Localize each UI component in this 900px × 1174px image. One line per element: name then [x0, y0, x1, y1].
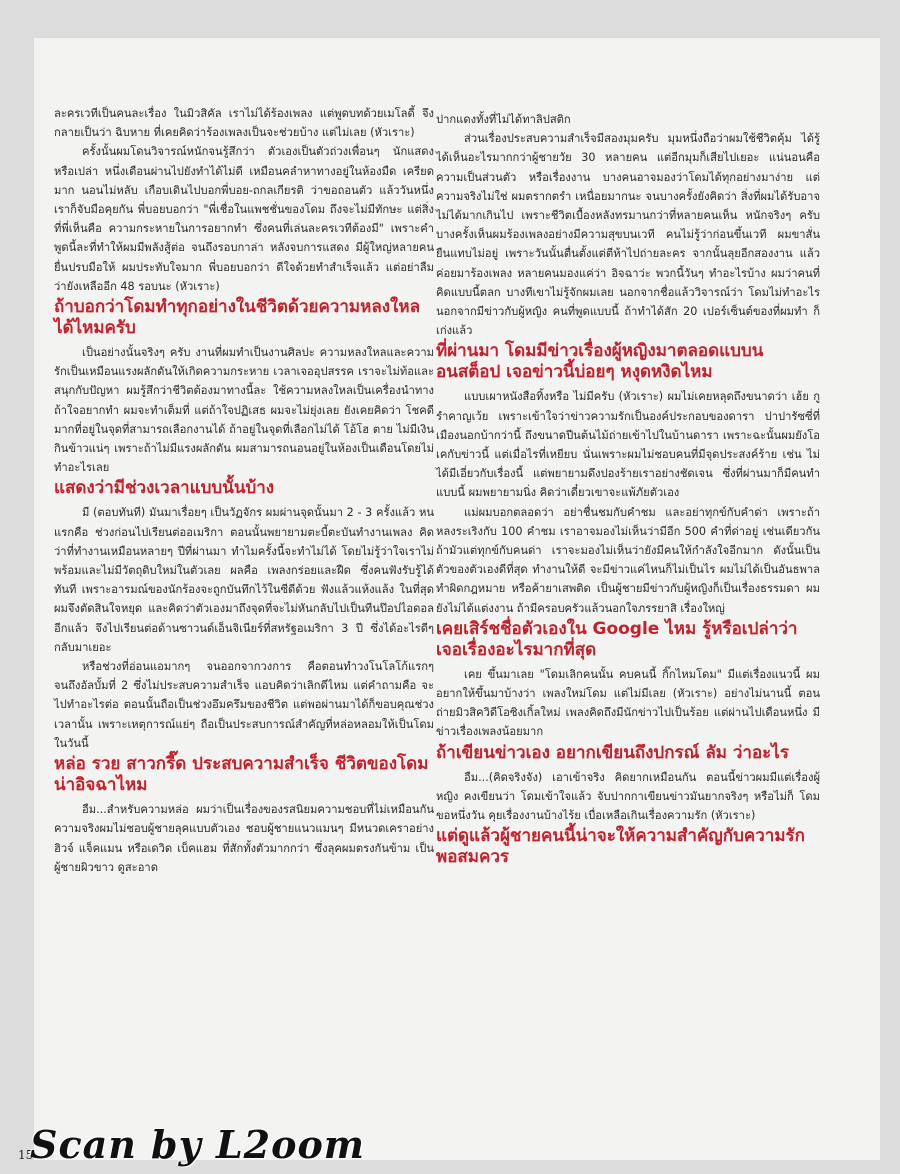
- right-column: [436, 110, 820, 872]
- section-question-heading: หล่อ รวย สาวกรี๊ด ประสบความสำเร็จ ชีวิตของโดมน่าอิจฉาไหม: [54, 754, 429, 796]
- paragraph: ครั้งนั้นผมโดนวิจารณ์หนักจนรู้สึกว่า ตัวเองเป็นตัวถ่วงเพื่อนๆ นักแสดงหรือเปล่า หนึ่งเดือนผ่านไปยังทำได้ไม่ดี เหมือนคลำหาทางอยู่ในห้องมืด เครียดมาก นอนไม่หลับ เกือบเดินไปบอกพี่บอย-ถกลเกียรติ ว่าขอถอนตัว แล้ววันหนึ่งเราก็จับมือคุยกัน พี่บอยบอกว่า "พี่เชื่อในแพชชั่นของโดม ถึงจะไม่มีทักษะ แต่สิ่งที่พี่เห็นคือ ความกระหายในการอยากทำ ซึ่งคนที่เล่นละครเวทีต้องมี" เพราะคำพูดนี้ละที่ทำให้ผมมีพลังสู้ต่อ จนถึงรอบกาล่า หลังจบการแสดง มีผู้ใหญ่หลายคนยื่นปรบมือให้ ผมประทับใจมาก พี่บอยบอกว่า ดีใจด้วยทำสำเร็จแล้ว แต่อย่าลืมว่ายังเหลืออีก 48 รอบนะ (หัวเราะ): [54, 145, 434, 293]
- paragraph: เป็นอย่างนั้นจริงๆ ครับ งานที่ผมทำเป็นงานศิลปะ ความหลงใหลและความรักเป็นเหมือนแรงผลักดันให้เกิดความกระหาย เวลาเจออุปสรรค เราจะไม่ท้อและสนุกกับปัญหา ผมรู้สึกว่าชีวิตต้องมาทางนี้ละ ใช้ความหลงใหลเป็นเครื่องนำทาง ถ้าใจอยากทำ ผมจะทำเต็มที่ แต่ถ้าใจปฏิเสธ ผมจะไม่ยุ่งเลย ยังเคยคิดว่า โชคดีมากที่อยู่ในจุดที่สามารถเลือกงานได้ ถ้าอยู่ในจุดที่เลือกไม่ได้ โอ้โฮ ตาย ไม่มีเงินกินข้าวแน่ๆ เพราะถ้าไม่มีแรงผลักดัน ผมสามารถนอนอยู่ในห้องเป็นเดือนโดยไม่ทำอะไรเลย: [54, 346, 434, 475]
- scan-credit-watermark: Scan by L2oom: [30, 1122, 365, 1167]
- paragraph: เคย ขึ้นมาเลย "โดมเลิกคนนั้น คบคนนี้ กิ๊กไหมโดม" มีแต่เรื่องแนวนี้ ผมอยากให้ขึ้นมาบ้างว่า เพลงใหม่โดม แต่ไม่มีเลย (หัวเราะ) อย่างไม่นานนี้ ตอนถ่ายมิวสิควิดีโอซิงเกิ้ลใหม่ เพลงคิดถึงมีนักข่าวไปเป็นร้อย แต่ผ่านไปเดือนหนึ่ง มีข่าวเรื่องเพลงน้อยมาก: [436, 667, 820, 739]
- magazine-page: [34, 38, 880, 1160]
- section-question-heading: ถ้าบอกว่าโดมทำทุกอย่างในชีวิตด้วยความหลงใหลได้ไหมครับ: [54, 297, 420, 339]
- page-number: 15: [18, 1148, 34, 1162]
- section-question-heading: แต่ดูแล้วผู้ชายคนนี้น่าจะให้ความสำคัญกับความรักพอสมควร: [436, 826, 805, 868]
- paragraph: อืม...(คิดจริงจัง) เอาเข้าจริง คิดยากเหมือนกัน ตอนนี้ข่าวผมมีแต่เรื่องผู้หญิง คงเขียนว่า โดมเข้าใจแล้ว จับปากกาเขียนข่าวมันยากจริงๆ หรือไม่ก็ โดมขอหนึ่งวัน คุยเรื่องงานบ้างไร้ย เบื่อเหลือเกินเรื่องความรัก (หัวเราะ): [436, 770, 820, 823]
- paragraph: มี (ตอบทันที) มันมาเรื่อยๆ เป็นวัฏจักร ผมผ่านจุดนั้นมา 2 - 3 ครั้งแล้ว หนแรกคือ ช่วงก่อนไปเรียนต่ออเมริกา ตอนนั้นพยายามตะบี้ตะบันทำงานเพลง คิดว่าที่ทำงานเหมือนหลายๆ ปีที่ผ่านมา ทำไมครั้งนี้จะทำไม่ได้ โดยไม่รู้ว่าใจเราไม่พร้อมและไม่มีวัตถุดิบใหม่ในตัวเลย ผลคือ เพลงกร่อยและฝืด ซึ่งคนฟังรับรู้ได้ทันที เพราะอารมณ์ของนักร้องจะถูกบันทึกไว้ในซีดีด้วย ฟังแล้วแห้งแล้ง ในที่สุดผมจึงตัดสินใจหยุด และคิดว่าตัวเองมาถึงจุดที่จะไม่หันกลับไปเป็นทีนป๊อปไอดอลอีกแล้ว จึงไปเรียนต่อด้านซาวนด์เอ็นจิเนียร์ที่สหรัฐอเมริกา 3 ปี ซึ่งได้อะไรดีๆ กลับมาเยอะ: [54, 506, 434, 654]
- section-question-heading: แสดงว่ามีช่วงเวลาแบบนั้นบ้าง: [54, 478, 275, 499]
- paragraph: อืม...สำหรับความหล่อ ผมว่าเป็นเรื่องของรสนิยมความชอบที่ไม่เหมือนกัน ความจริงผมไม่ชอบผู้ชายลุคแบบตัวเอง ชอบผู้ชายแนวแมนๆ มีหนวดเคราอย่างฮิวจ์ แจ็คแมน หรือเดวิด เบ็คแฮม ที่สักทั้งตัวมากกว่า ซึ่งลุคผมตรงกันข้าม เป็นผู้ชายผิวขาว ดูสะอาด: [54, 803, 434, 874]
- section-question-heading: เคยเสิร์ชชื่อตัวเองใน Google ไหม รู้หรือเปล่าว่าเจอเรื่องอะไรมากที่สุด: [436, 618, 798, 660]
- paragraph: แบบเผาหนังสือทิ้งหรือ ไม่มีครับ (หัวเราะ) ผมไม่เคยหลุดถึงขนาดว่า เฮ้ย กูรำคาญเว้ย เพราะเข้าใจว่าข่าวความรักเป็นองค์ประกอบของดารา ปาปารัซซี่ที่เมืองนอกบ้ากว่านี้ ถึงขนาดปีนต้นไม้ถ่ายเข้าไปในบ้านดารา เพราะฉะนั้นผมยังโอเคกับข่าวนี้ แต่เมื่อไรที่เหยียบ นั่นเพราะผมไม่ชอบคนที่มีจุดประสงค์ร้าย เช่น ไม่ได้มีเอี่ยวกับเรื่องนี้ แต่พยายามดึงปองร้ายเราอย่างชัดเจน ซึ่งที่ผ่านมาก็มีคนทำแบบนี้ ผมพยายามนิ่ง คิดว่าเดี๋ยวเขาจะแพ้ภัยตัวเอง: [436, 390, 820, 500]
- paragraph: ส่วนเรื่องประสบความสำเร็จมีสองมุมครับ มุมหนึ่งถือว่าผมใช้ชีวิตคุ้ม ได้รู้ได้เห็นอะไรมากกว่าผู้ชายวัย 30 หลายคน แต่อีกมุมก็เสียไปเยอะ แน่นอนคือความเป็นส่วนตัว หรือเรื่องงาน บางคนอาจมองว่าโดมได้ทุกอย่างมาง่าย แต่ความจริงไม่ใช่ ผมตรากตรำ เหนื่อยมากนะ จนบางครั้งยังคิดว่า สิ่งที่ผมได้รับอาจไม่ได้มากเกินไป เพราะชีวิตเบื้องหลังทรมานกว่าที่หลายคนเห็น หนักจริงๆ ครับ บางครั้งเห็นผมร้องเพลงอย่างมีความสุขบนเวที คนไม่รู้ว่าก่อนขึ้นเวที ผมขาสั่น ยืนแทบไม่อยู่ เพราะวันนั้นตื่นตั้งแต่ตีห้าไปถ่ายละคร จากนั้นลุยอีกสองงาน แล้วค่อยมาร้องเพลง หลายคนมองแค่ว่า อิจฉาว่ะ พวกนี้วันๆ ทำอะไรบ้าง ผมว่าคนที่คิดแบบนี้ตลก บางทีเขาไม่รู้จักผมเลย นอกจากชื่อแล้ววิจารณ์ว่า โดมไม่ทำอะไรนอกจากมีข่าวกับผู้หญิง คนที่พูดแบบนี้ ถ้าทำได้สัก 20 เปอร์เซ็นต์ของที่ผมทำ ก็เก่งแล้ว: [436, 132, 820, 338]
- paragraph: ปากแดงทั้งที่ไม่ได้ทาลิปสติก: [436, 113, 571, 126]
- paragraph: หรือช่วงที่อ่อนแอมากๆ จนออกจากวงการ คือตอนทำวงโนโลโก้แรกๆ จนถึงอัลบั้มที่ 2 ซึ่งไม่ประสบความสำเร็จ แอบคิดว่าเลิกดีไหม แต่คำถามคือ จะไปทำอะไรต่อ ตอนนั้นถือเป็นช่วงอึมครึมของชีวิต แต่พอผ่านมาได้ก็ขอบคุณช่วงเวลานั้น เพราะเหตุการณ์แย่ๆ ถือเป็นประสบการณ์สำคัญที่หล่อหลอมให้เป็นโดมในวันนี้: [54, 660, 434, 750]
- paragraph: แม่ผมบอกตลอดว่า อย่าชื่นชมกับคำชม และอย่าทุกข์กับคำด่า เพราะถ้าหลงระเริงกับ 100 คำชม เราอาจมองไม่เห็นว่ามีอีก 500 คำที่ด่าอยู่ เช่นเดียวกัน ถ้ามัวแต่ทุกข์กับคนด่า เราจะมองไม่เห็นว่ายังมีคนให้กำลังใจอีกมาก ดังนั้นเป็นตัวของตัวเองดีที่สุด ทำงานให้ดี จะมีข่าวแค่ไหนก็ไม่เป็นไร ผมไม่ได้เป็นอันธพาล ทำผิดกฎหมาย หรือค้ายาเสพติด เป็นผู้ชายมีข่าวกับผู้หญิงก็เป็นเรื่องธรรมดา ผมยังไม่ได้แต่งงาน ถ้ามีครอบครัวแล้วนอกใจภรรยาสิ เรื่องใหญ่: [436, 505, 820, 615]
- left-column: [54, 104, 434, 877]
- page-footer: [0, 1118, 900, 1174]
- section-question-heading: ถ้าเขียนข่าวเอง อยากเขียนถึงปกรณ์ ลัม ว่าอะไร: [436, 742, 789, 763]
- section-question-heading: ที่ผ่านมา โดมมีข่าวเรื่องผู้หญิงมาตลอดแบบนอนสต็อป เจอข่าวนี้บ่อยๆ หงุดหงิดไหม: [436, 341, 764, 383]
- paragraph: ละครเวทีเป็นคนละเรื่อง ในมิวสิคัล เราไม่ได้ร้องเพลง แต่พูดบทด้วยเมโลดี้ จึงกลายเป็นว่า ฉิบหาย ที่เคยคิดว่าร้องเพลงเป็นจะช่วยบ้าง แต่ไม่เลย (หัวเราะ): [54, 107, 434, 140]
